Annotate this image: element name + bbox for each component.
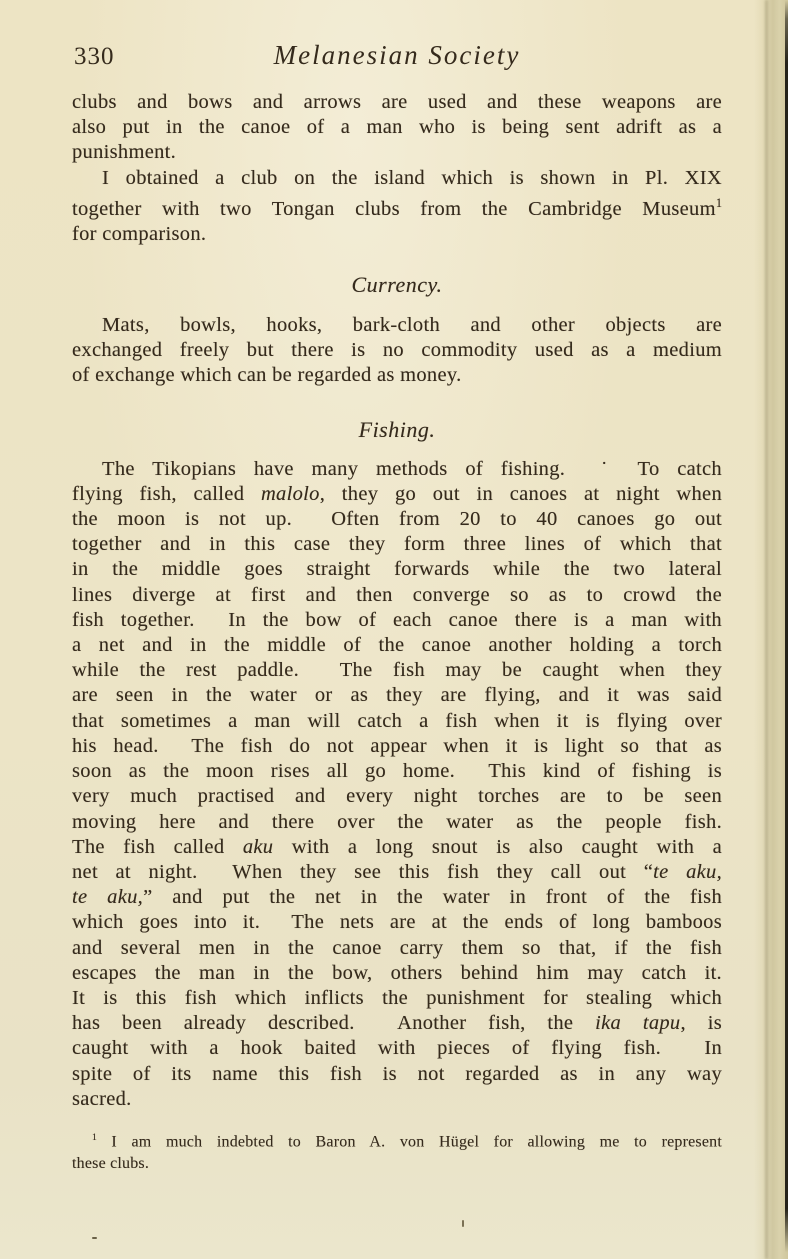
text-line: moving here and there over the water as the people fish. xyxy=(72,810,722,833)
text-line: very much practised and every night torches are to be seen xyxy=(72,785,722,808)
text-line: together with two Tongan clubs from the Cambridge Museum$^1$ xyxy=(72,195,722,220)
text-line: are seen in the water or as they are flying, and it was said xyxy=(72,684,722,707)
paper-speck xyxy=(462,1220,464,1227)
page-gutter-shadow xyxy=(754,0,788,1259)
text-line: The Tikopians have many methods of fishing. ˙ To catch xyxy=(102,457,722,480)
text-line: Mats, bowls, hooks, bark-cloth and other objects are xyxy=(102,314,722,337)
section-heading-currency: Currency. xyxy=(351,272,443,298)
text-line: for comparison. xyxy=(72,222,207,245)
text-line: a net and in the middle of the canoe another holding a torch xyxy=(72,634,722,657)
text-line: escapes the man in the bow, others behind him may catch it. xyxy=(72,961,722,984)
text-line: lines diverge at first and then converge so as to crowd the xyxy=(72,583,722,606)
text-line: which goes into it. The nets are at the ends of long bamboos xyxy=(72,911,722,934)
running-title: Melanesian Society xyxy=(273,40,521,70)
text-line: exchanged freely but there is no commodity used as a medium xyxy=(72,339,722,362)
text-line: of exchange which can be regarded as money. xyxy=(72,364,462,387)
paragraph-intro xyxy=(72,90,722,247)
footnote xyxy=(72,1127,722,1174)
text-line: his head. The fish do not appear when it is light so that as xyxy=(72,734,722,757)
page-header xyxy=(72,40,722,74)
text-line: net at night. When they see this fish they call out “te aku, xyxy=(72,860,722,883)
text-line: while the rest paddle. The fish may be caught when they xyxy=(72,659,722,682)
text-line: The fish called aku with a long snout is also caught with a xyxy=(72,835,723,858)
text-line: caught with a hook baited with pieces of flying fish. In xyxy=(72,1037,722,1060)
text-line: also put in the canoe of a man who is being sent adrift as a xyxy=(72,116,722,139)
text-line: in the middle goes straight forwards while the two lateral xyxy=(72,558,722,581)
text-line: clubs and bows and arrows are used and these weapons are xyxy=(72,91,722,113)
text-line: punishment. xyxy=(72,141,177,164)
text-line: spite of its name this fish is not regarded as in any way xyxy=(72,1062,722,1085)
page-number: 330 xyxy=(74,43,115,70)
text-line: together and in this case they form three lines of which that xyxy=(72,533,722,556)
section-heading-fishing: Fishing. xyxy=(358,416,436,442)
text-line: and several men in the canoe carry them so that, if the fish xyxy=(72,936,722,959)
text-line: It is this fish which inflicts the punishment for stealing which xyxy=(72,986,722,1009)
text-line: flying fish, called malolo, they go out in canoes at night when xyxy=(72,482,723,505)
text-line: fish together. In the bow of each canoe there is a man with xyxy=(72,608,722,631)
text-line: these clubs. xyxy=(72,1154,150,1172)
text-line: the moon is not up. Often from 20 to 40 canoes go out xyxy=(72,508,722,531)
text-line: has been already described. Another fish, the ika tapu, is xyxy=(72,1012,722,1035)
text-line: soon as the moon rises all go home. This kind of fishing is xyxy=(72,760,722,783)
text-line: $^1$ I am much indebted to Baron A. von Hügel for allowing me to represent xyxy=(92,1131,722,1151)
text-column xyxy=(72,90,722,1174)
text-line: sacred. xyxy=(72,1087,132,1110)
paragraph-currency xyxy=(72,313,722,389)
paragraph-fishing xyxy=(72,457,722,1112)
text-line: te aku,” and put the net in the water in front of the fish xyxy=(72,886,722,909)
paper-speck xyxy=(92,1237,97,1239)
text-line: that sometimes a man will catch a fish when it is flying over xyxy=(72,709,722,732)
text-line: I obtained a club on the island which is shown in Pl. XIX xyxy=(102,166,722,189)
